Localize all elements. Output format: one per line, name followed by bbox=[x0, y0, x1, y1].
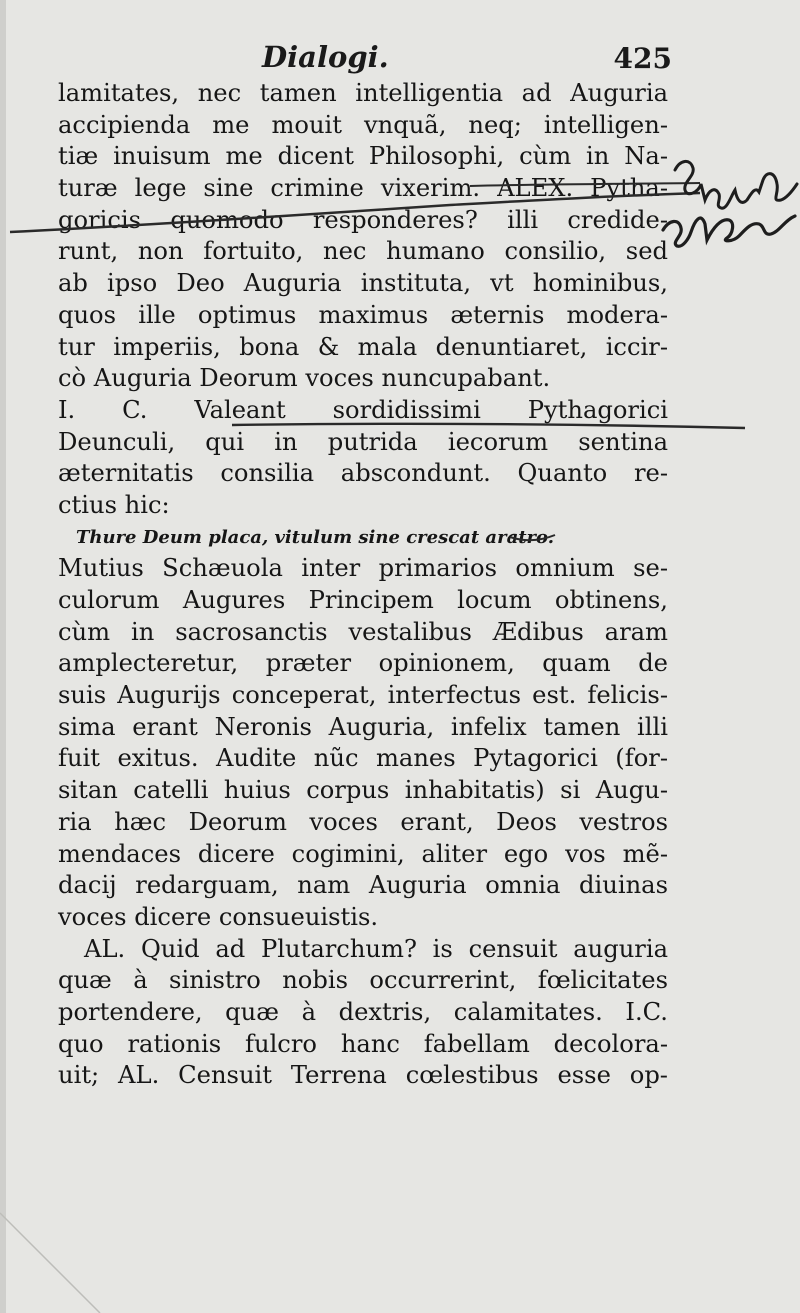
text-line: quæ à sinistro nobis occurrerint, fœlicitates bbox=[58, 966, 668, 995]
text-line: Mutius Schæuola inter primarios omnium se- bbox=[58, 554, 668, 583]
text-line: sima erant Neronis Auguria, infelix tamen illi bbox=[58, 712, 668, 741]
text-line: lamitates, nec tamen intelligentia ad Auguria bbox=[58, 79, 668, 107]
text-line: voces dicere consueuistis. bbox=[58, 902, 379, 931]
text-line: dacij redarguam, nam Auguria omnia diuinas bbox=[58, 871, 668, 900]
text-line: culorum Augures Principem locum obtinens, bbox=[58, 586, 668, 614]
running-title: Dialogi. bbox=[262, 40, 389, 74]
text-line: runt, non fortuito, nec humano consilio, sed bbox=[58, 237, 668, 266]
text-line: suis Augurijs conceperat, interfectus est. felicis- bbox=[58, 681, 668, 710]
text-line: tiæ inuisum me dicent Philosophi, cùm in Na- bbox=[58, 142, 668, 171]
text-line: Deunculi, qui in putrida iecorum sentina bbox=[58, 427, 668, 456]
marginal-note-scribble bbox=[655, 150, 800, 260]
text-line: sitan catelli huius corpus inhabitatis) si Augu- bbox=[58, 776, 668, 805]
text-line: ctius hic: bbox=[58, 490, 170, 519]
text-line: quo rationis fulcro hanc fabellam decolora- bbox=[58, 1029, 668, 1058]
text-line: cùm in sacrosanctis vestalibus Ædibus aram bbox=[58, 617, 668, 646]
text-line: æternitatis consilia abscondunt. Quanto re- bbox=[58, 459, 668, 488]
text-line: cò Auguria Deorum voces nuncupabant. bbox=[58, 364, 551, 393]
text-line: uit; AL. Censuit Terrena cœlestibus esse op- bbox=[58, 1061, 668, 1090]
text-line: ria hæc Deorum voces erant, Deos vestros bbox=[58, 807, 668, 836]
text-line: portendere, quæ à dextris, calamitates. I.C. bbox=[58, 997, 668, 1026]
text-line: AL. Quid ad Plutarchum? is censuit auguria bbox=[84, 934, 668, 963]
page-number: 425 bbox=[613, 42, 672, 75]
text-line: fuit exitus. Audite nũc manes Pytagorici (for- bbox=[58, 744, 668, 773]
text-line: quos ille optimus maximus æternis modera- bbox=[58, 300, 668, 329]
text-line: mendaces dicere cogimini, aliter ego vos mẽ- bbox=[58, 839, 668, 868]
body-text bbox=[58, 78, 668, 1092]
text-line: turæ lege sine crimine vixerim. ALEX. Pytha- bbox=[58, 174, 668, 203]
text-line: tur imperiis, bona & mala denuntiaret, iccir- bbox=[58, 332, 668, 361]
page-corner-fold bbox=[0, 1173, 140, 1313]
text-line: goricis quomodo responderes? illi credide- bbox=[58, 205, 668, 234]
text-line: ab ipso Deo Auguria instituta, vt hominibus, bbox=[58, 269, 668, 298]
text-line: amplecteretur, præter opinionem, quam de bbox=[58, 649, 668, 678]
text-line: I. C. Valeant sordidissimi Pythagorici bbox=[58, 395, 668, 424]
text-line: accipienda me mouit vnquã, neq; intelligen- bbox=[58, 110, 668, 139]
verse-quote: Thure Deum placa, vitulum sine crescat aratro. bbox=[76, 526, 554, 548]
